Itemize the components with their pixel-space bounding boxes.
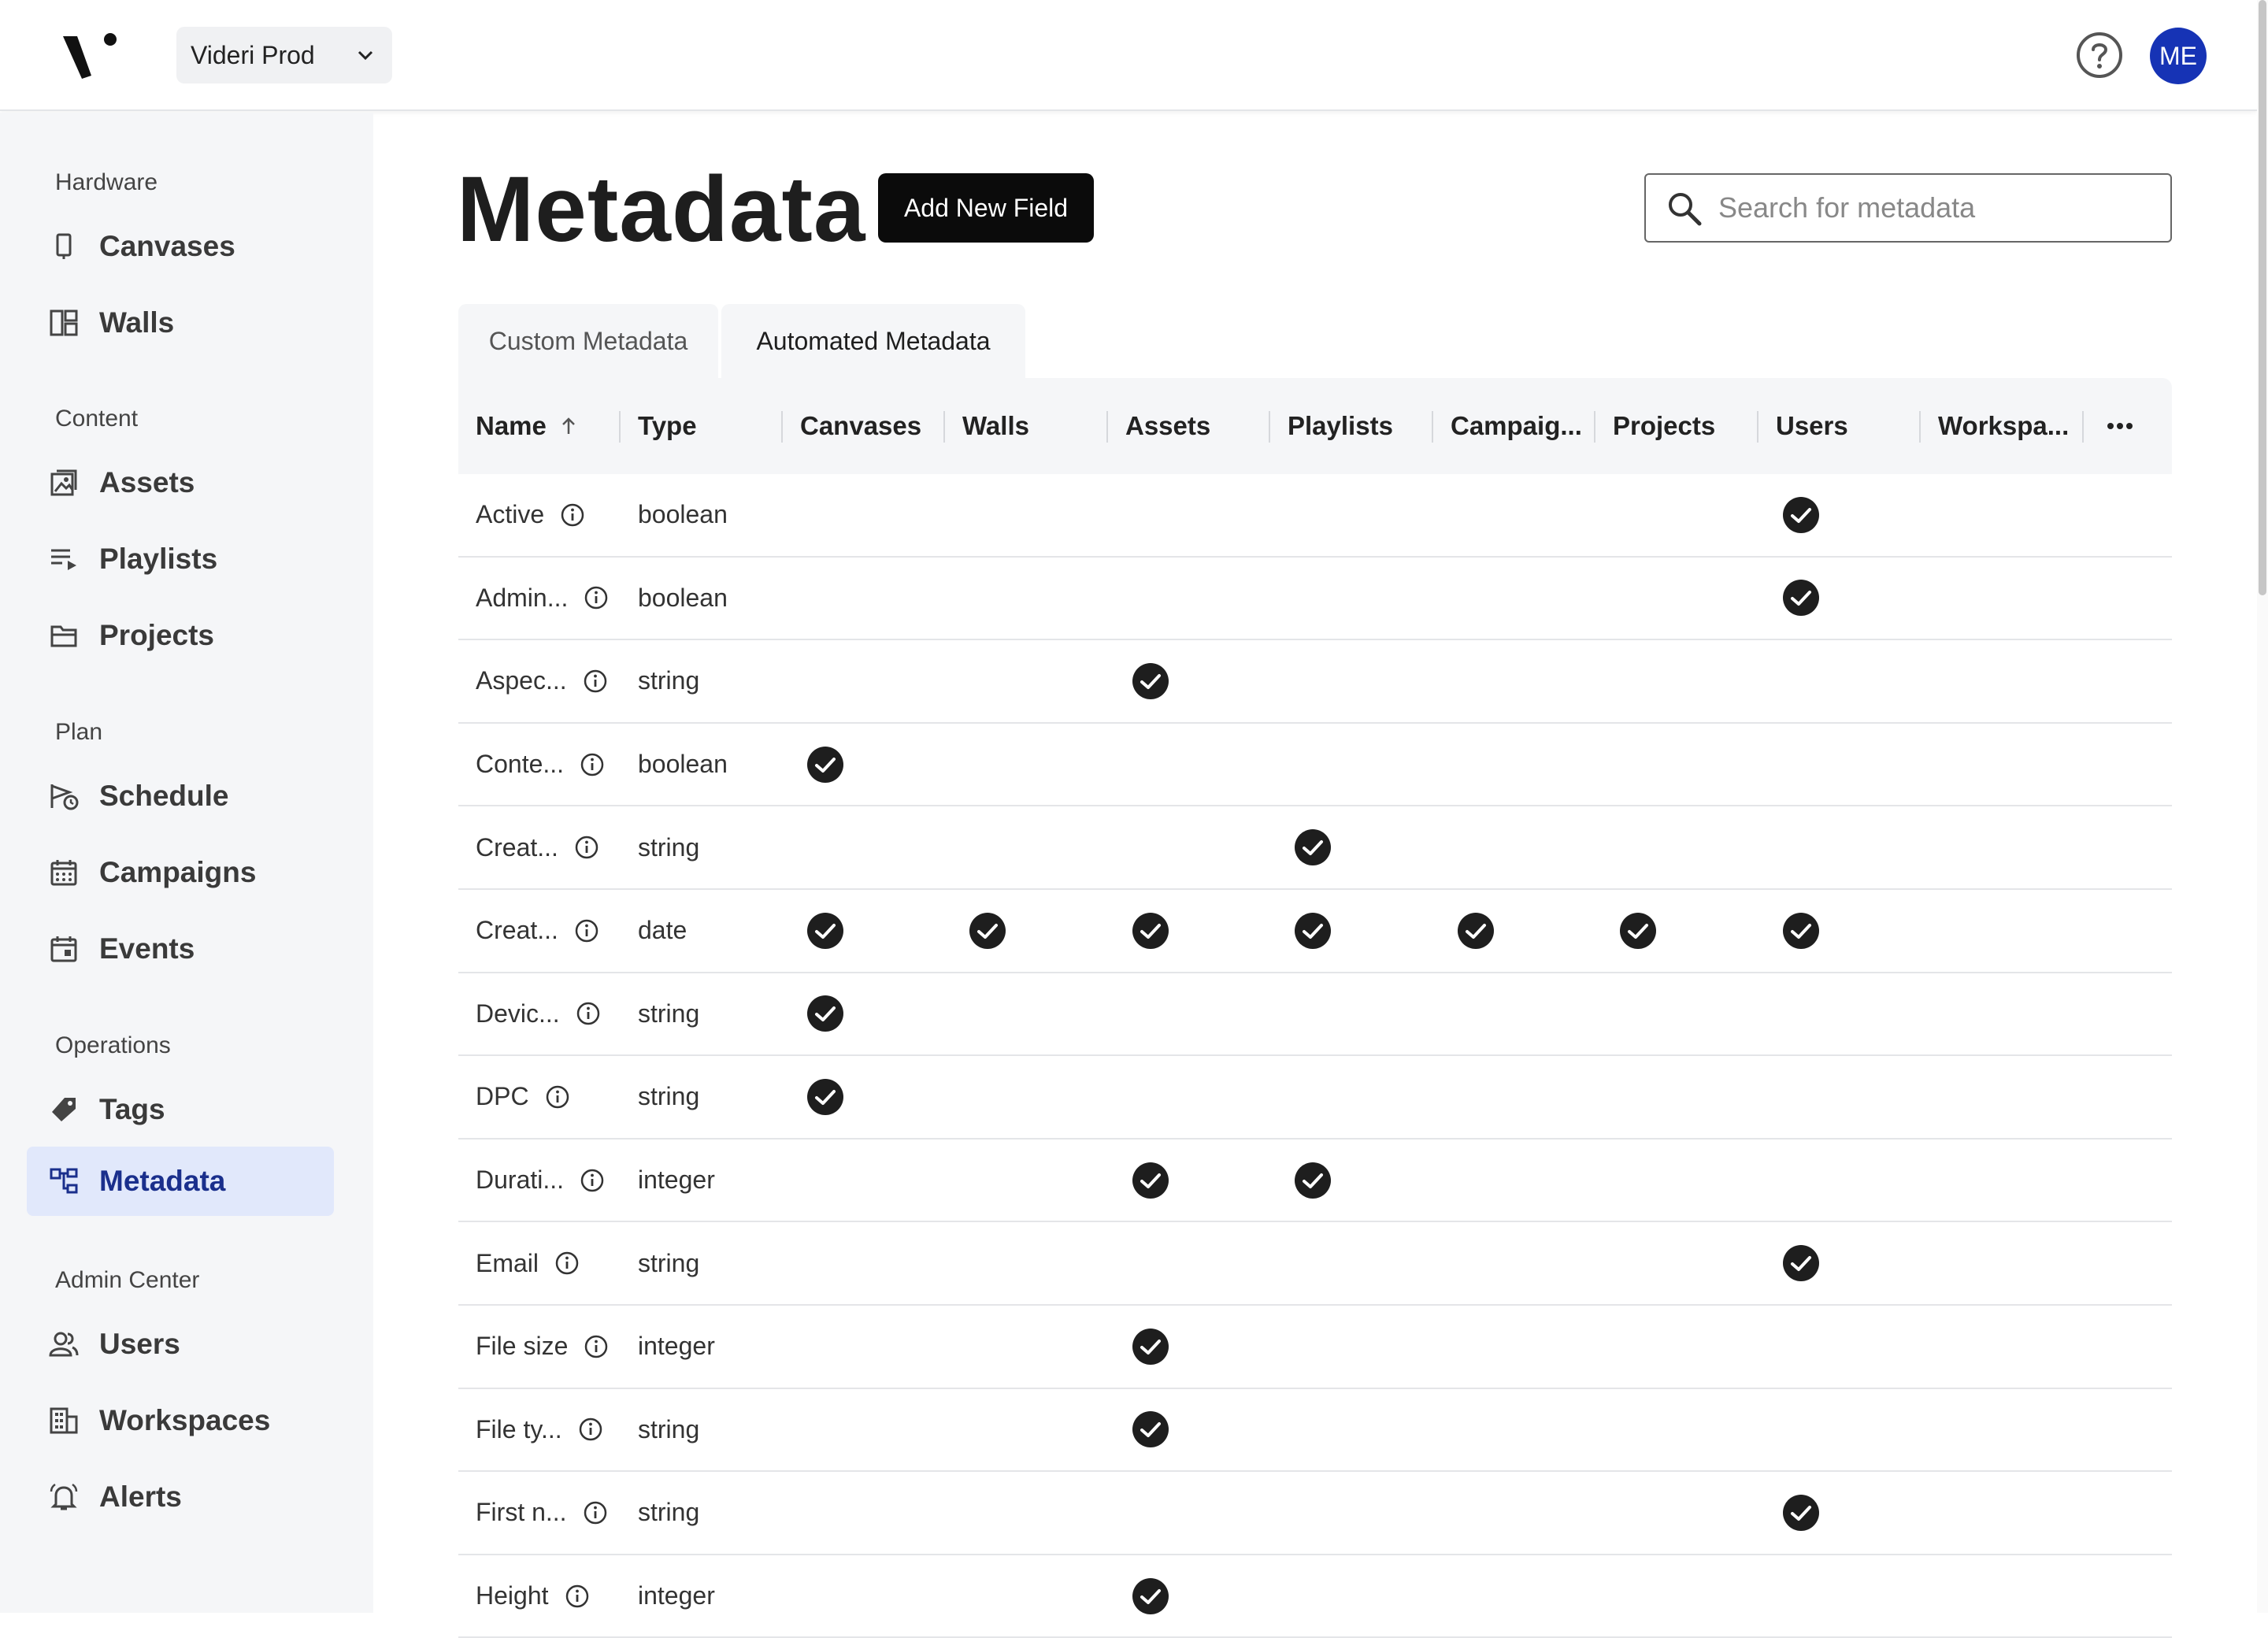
sidebar-section-content: Content [55, 406, 139, 432]
column-header-label: Assets [1125, 411, 1211, 440]
page-title: Metadata [457, 158, 866, 261]
cell-field-name [476, 973, 601, 1055]
cell-field-name [476, 1222, 580, 1304]
column-header-label: Type [638, 411, 697, 440]
sidebar-item-metadata[interactable] [27, 1147, 334, 1216]
sidebar-item-label: Alerts [99, 1480, 182, 1513]
column-header-label: Workspa... [1938, 411, 2070, 440]
column-header-walls[interactable] [945, 378, 1108, 474]
cell-field-type: integer [638, 1581, 715, 1610]
table-row[interactable] [458, 640, 2172, 724]
column-header-workspaces[interactable] [1921, 378, 2084, 474]
sidebar-item-label: Playlists [99, 543, 218, 575]
check-circle-icon-assets [1132, 912, 1169, 950]
sidebar-section-hardware: Hardware [55, 169, 158, 195]
info-icon[interactable] [580, 752, 605, 777]
cell-field-type: string [638, 1082, 700, 1111]
cell-field-type: boolean [638, 750, 728, 779]
cell-field-type: string [638, 832, 700, 862]
table-row[interactable] [458, 724, 2172, 807]
info-icon[interactable] [560, 502, 585, 528]
sidebar-item-label: Users [99, 1328, 180, 1360]
info-icon[interactable] [578, 1417, 603, 1442]
cell-field-type: string [638, 1414, 700, 1443]
check-circle-icon-canvases [806, 995, 844, 1032]
column-header-label: Campaig... [1451, 411, 1582, 440]
cell-field-name [476, 806, 599, 888]
cell-field-name [476, 1472, 608, 1554]
column-header-type[interactable] [621, 378, 783, 474]
check-circle-icon-users [1782, 912, 1820, 950]
sidebar-section-plan: Plan [55, 719, 103, 745]
sidebar-item-playlists[interactable] [27, 524, 334, 594]
calendar-icon [49, 858, 79, 888]
sort-ascending-icon[interactable] [558, 415, 580, 437]
table-row[interactable] [458, 1306, 2172, 1389]
check-circle-icon-playlists [1294, 1162, 1332, 1199]
field-name-text: Height [476, 1581, 549, 1610]
sidebar-item-canvases[interactable] [27, 212, 334, 281]
cell-field-type: integer [638, 1166, 715, 1195]
table-row[interactable] [458, 1140, 2172, 1223]
field-name-text: Admin... [476, 583, 569, 612]
cell-field-name [476, 1056, 570, 1138]
column-header-label: Projects [1613, 411, 1716, 440]
column-header-canvases[interactable] [783, 378, 945, 474]
sidebar-item-label: Metadata [99, 1165, 226, 1197]
table-row[interactable] [458, 1056, 2172, 1140]
check-circle-icon-assets [1132, 1410, 1169, 1448]
table-row[interactable] [458, 806, 2172, 890]
check-circle-icon-assets [1132, 1577, 1169, 1615]
sidebar-item-label: Walls [99, 306, 175, 339]
cell-field-type: string [638, 1248, 700, 1277]
cell-field-name [476, 558, 609, 639]
sidebar-item-label: Workspaces [99, 1404, 271, 1436]
cell-field-name [476, 724, 605, 806]
check-circle-icon-users [1782, 1244, 1820, 1282]
sidebar-item-label: Events [99, 932, 195, 965]
sidebar-section-operations: Operations [55, 1032, 171, 1058]
sidebar-item-label: Campaigns [99, 856, 257, 888]
column-header-users[interactable] [1758, 378, 1921, 474]
info-icon[interactable] [583, 1500, 608, 1525]
check-circle-icon-users [1782, 579, 1820, 617]
workspace-select[interactable] [176, 27, 392, 83]
column-header-label: Canvases [800, 411, 922, 440]
field-name-text: First n... [476, 1498, 567, 1527]
table-header [458, 378, 2172, 474]
sidebar-item-label: Canvases [99, 230, 235, 262]
info-icon[interactable] [545, 1084, 570, 1110]
add-new-field-button[interactable]: Add New Field [878, 173, 1094, 243]
info-icon[interactable] [583, 669, 608, 694]
cell-field-name [476, 1140, 605, 1221]
cell-field-type: string [638, 999, 700, 1028]
cell-field-name [476, 640, 608, 722]
users-icon [49, 1329, 79, 1359]
user-avatar[interactable]: ME [2150, 28, 2207, 84]
sidebar-item-users[interactable] [27, 1310, 334, 1379]
field-name-text: Creat... [476, 832, 558, 862]
field-name-text: Conte... [476, 750, 565, 779]
bell-icon [49, 1482, 79, 1512]
column-header-assets[interactable] [1108, 378, 1270, 474]
info-icon[interactable] [584, 585, 609, 610]
table-row[interactable] [458, 474, 2172, 558]
info-icon[interactable] [554, 1251, 580, 1276]
check-circle-icon-users [1782, 1494, 1820, 1532]
sidebar [0, 113, 373, 1613]
check-circle-icon-assets [1132, 1162, 1169, 1199]
cell-field-type: boolean [638, 500, 728, 529]
top-bar [0, 0, 2257, 111]
folder-icon [49, 621, 79, 650]
check-circle-icon-assets [1132, 662, 1169, 700]
check-circle-icon-playlists [1294, 828, 1332, 866]
field-name-text: Aspec... [476, 666, 567, 695]
assets-icon [49, 468, 79, 498]
check-circle-icon-canvases [806, 1078, 844, 1116]
table-row[interactable] [458, 1555, 2172, 1638]
info-icon[interactable] [584, 1334, 609, 1359]
check-circle-icon-playlists [1294, 912, 1332, 950]
field-name-text: File size [476, 1332, 569, 1361]
info-icon[interactable] [565, 1584, 590, 1609]
table-row[interactable] [458, 1472, 2172, 1555]
workspace-select-label: Videri Prod [191, 40, 315, 69]
walls-icon [49, 308, 79, 338]
cell-field-name [476, 1389, 603, 1471]
playlists-icon [49, 544, 79, 574]
column-header-projects[interactable] [1595, 378, 1758, 474]
cell-field-type: integer [638, 1332, 715, 1361]
field-name-text: DPC [476, 1082, 529, 1111]
column-header-playlists[interactable] [1270, 378, 1433, 474]
scrollbar-thumb[interactable] [2259, 0, 2266, 595]
metadata-table-body [458, 474, 2172, 1638]
help-icon[interactable] [2076, 32, 2123, 79]
table-row[interactable] [458, 558, 2172, 641]
field-name-text: Devic... [476, 999, 560, 1028]
sidebar-item-label: Assets [99, 466, 195, 498]
tab-automated-metadata[interactable]: Automated Metadata [721, 304, 1025, 378]
videri-logo-icon[interactable] [60, 28, 123, 85]
sidebar-section-admin-center: Admin Center [55, 1267, 200, 1293]
check-circle-icon-users [1782, 496, 1820, 534]
field-name-text: Active [476, 500, 545, 529]
field-name-text: Email [476, 1248, 539, 1277]
search-icon [1665, 189, 1703, 227]
field-name-text: Durati... [476, 1166, 565, 1195]
field-name-text: File ty... [476, 1414, 562, 1443]
cell-field-type: string [638, 1498, 700, 1527]
table-row[interactable] [458, 973, 2172, 1057]
field-name-text: Creat... [476, 916, 558, 945]
sidebar-item-campaigns[interactable] [27, 838, 334, 907]
sidebar-item-tags[interactable] [27, 1075, 334, 1144]
sidebar-item-schedule[interactable] [27, 762, 334, 831]
sidebar-item-alerts[interactable] [27, 1462, 334, 1532]
info-icon[interactable] [574, 918, 599, 943]
column-header-label: Playlists [1288, 411, 1393, 440]
info-icon[interactable] [574, 835, 599, 860]
check-circle-icon-campaigns [1457, 912, 1495, 950]
workspaces-icon [49, 1406, 79, 1436]
search-input[interactable] [1717, 191, 2158, 225]
cell-field-type: boolean [638, 583, 728, 612]
table-row[interactable] [458, 1389, 2172, 1473]
table-row[interactable] [458, 890, 2172, 973]
column-header-label: Name [476, 411, 547, 440]
chevron-down-icon [354, 44, 376, 66]
sidebar-item-assets[interactable] [27, 448, 334, 517]
sidebar-item-label: Schedule [99, 780, 229, 812]
check-circle-icon-walls [969, 912, 1006, 950]
cell-field-name [476, 1306, 609, 1388]
sidebar-item-workspaces[interactable] [27, 1386, 334, 1455]
sidebar-item-events[interactable] [27, 914, 334, 984]
sidebar-item-label: Tags [99, 1093, 165, 1125]
cell-field-name [476, 474, 585, 556]
check-circle-icon-projects [1619, 912, 1657, 950]
column-divider [2082, 411, 2084, 443]
table-row[interactable] [458, 1222, 2172, 1306]
event-icon [49, 934, 79, 964]
check-circle-icon-assets [1132, 1328, 1169, 1366]
check-circle-icon-canvases [806, 746, 844, 784]
check-circle-icon-canvases [806, 912, 844, 950]
column-header-label: Users [1776, 411, 1848, 440]
cell-field-name [476, 890, 599, 972]
more-options-icon[interactable] [2104, 413, 2136, 439]
tab-custom-metadata[interactable]: Custom Metadata [458, 304, 718, 378]
tag-icon [49, 1095, 79, 1125]
column-header-name[interactable] [458, 378, 621, 474]
column-header-label: Walls [962, 411, 1029, 440]
column-header-campaigns[interactable] [1433, 378, 1595, 474]
cell-field-type: string [638, 666, 700, 695]
metadata-icon [49, 1166, 79, 1196]
sidebar-item-walls[interactable] [27, 288, 334, 358]
sidebar-item-label: Projects [99, 619, 215, 651]
search-box[interactable] [1644, 173, 2172, 243]
schedule-icon [49, 781, 79, 811]
canvas-icon [49, 232, 79, 261]
cell-field-type: date [638, 916, 687, 945]
sidebar-item-projects[interactable] [27, 601, 334, 670]
info-icon[interactable] [580, 1168, 605, 1193]
info-icon[interactable] [576, 1001, 601, 1026]
cell-field-name [476, 1555, 590, 1637]
